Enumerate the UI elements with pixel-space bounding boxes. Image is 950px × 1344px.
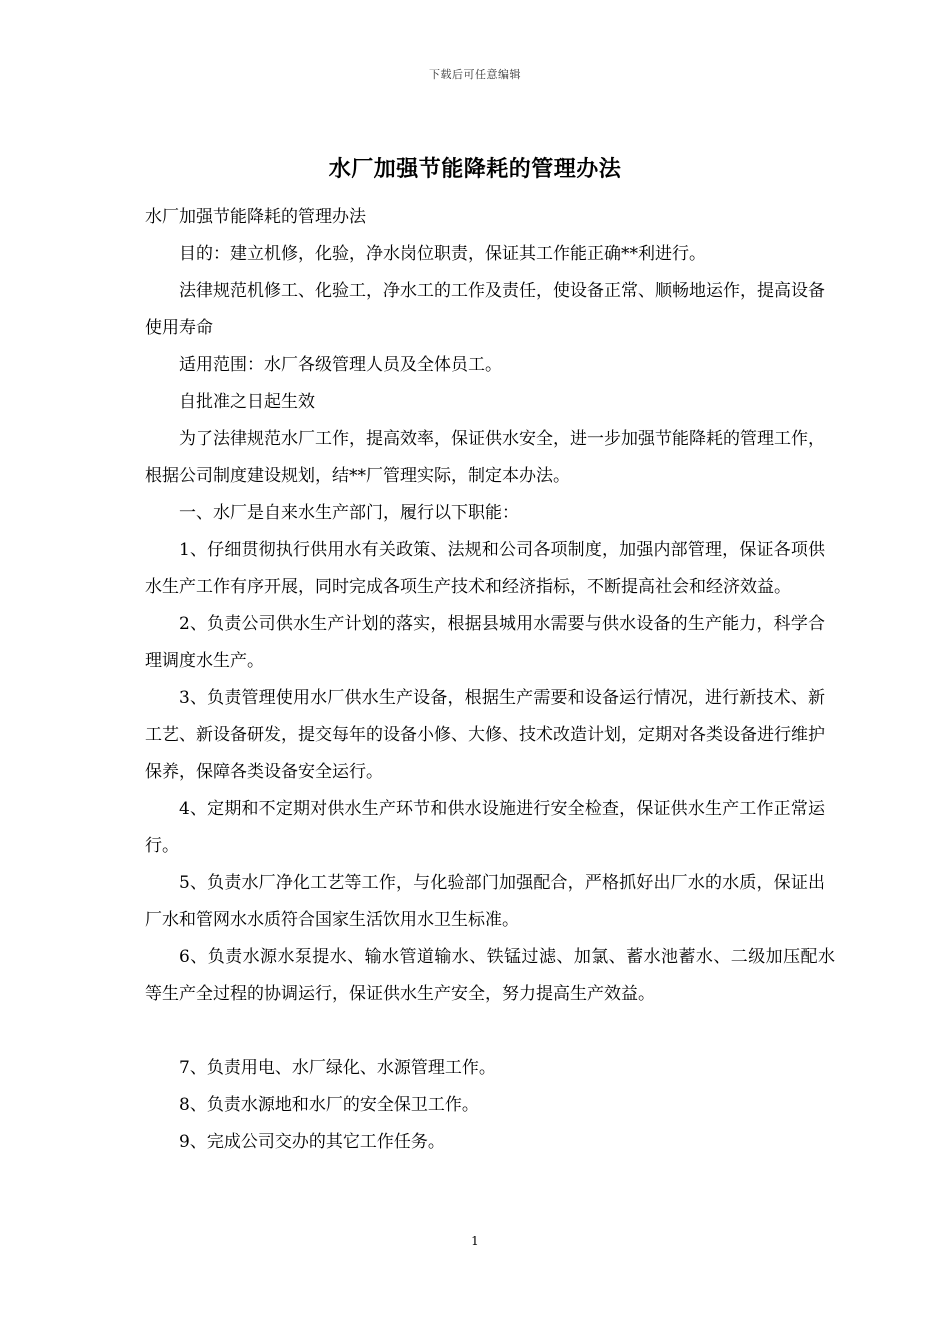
blank-line — [145, 1013, 825, 1050]
duty-item-4: 4、定期和不定期对供水生产环节和供水设施进行安全检查，保证供水生产工作正常运行。 — [145, 799, 825, 856]
header-note: 下载后可任意编辑 — [429, 68, 521, 81]
duty-item-1: 1、仔细贯彻执行供用水有关政策、法规和公司各项制度，加强内部管理，保证各项供水生产工作有序开展，同时完成各项生产技术和经济指标，不断提高社会和经济效益。 — [145, 540, 825, 597]
purpose-paragraph: 目的：建立机修，化验，净水岗位职责，保证其工作能正确**利进行。 — [179, 244, 706, 264]
page-number: 1 — [471, 1234, 479, 1248]
intro-paragraph: 为了法律规范水厂工作，提高效率，保证供水安全，进一步加强节能降耗的管理工作，根据公司制度建设规划，结**厂管理实际，制定本办法。 — [145, 429, 825, 486]
subtitle-paragraph: 水厂加强节能降耗的管理办法 — [145, 207, 366, 227]
document-title: 水厂加强节能降耗的管理办法 — [328, 156, 622, 182]
effective-date-paragraph: 自批准之日起生效 — [179, 392, 315, 412]
duty-item-5: 5、负责水厂净化工艺等工作，与化验部门加强配合，严格抓好出厂水的水质，保证出厂水和管网水水质符合国家生活饮用水卫生标准。 — [145, 873, 825, 930]
duty-item-8: 8、负责水源地和水厂的安全保卫工作。 — [179, 1095, 479, 1115]
document-body — [145, 199, 835, 1161]
regulation-paragraph: 法律规范机修工、化验工，净水工的工作及责任，使设备正常、顺畅地运作，提高设备使用寿命 — [145, 281, 825, 338]
duty-item-2: 2、负责公司供水生产计划的落实，根据县城用水需要与供水设备的生产能力，科学合理调度水生产。 — [145, 614, 825, 671]
section-heading: 一、水厂是自来水生产部门，履行以下职能： — [179, 503, 519, 523]
scope-paragraph: 适用范围：水厂各级管理人员及全体员工。 — [179, 355, 502, 375]
duty-item-6: 6、负责水源水泵提水、输水管道输水、铁锰过滤、加氯、蓄水池蓄水、二级加压配水等生产全过程的协调运行，保证供水生产安全，努力提高生产效益。 — [145, 947, 835, 1004]
duty-item-3: 3、负责管理使用水厂供水生产设备，根据生产需要和设备运行情况，进行新技术、新工艺、新设备研发，提交每年的设备小修、大修、技术改造计划，定期对各类设备进行维护保养，保障各类设备安全运行。 — [145, 688, 825, 782]
duty-item-9: 9、完成公司交办的其它工作任务。 — [179, 1132, 445, 1152]
duty-item-7: 7、负责用电、水厂绿化、水源管理工作。 — [179, 1058, 496, 1078]
